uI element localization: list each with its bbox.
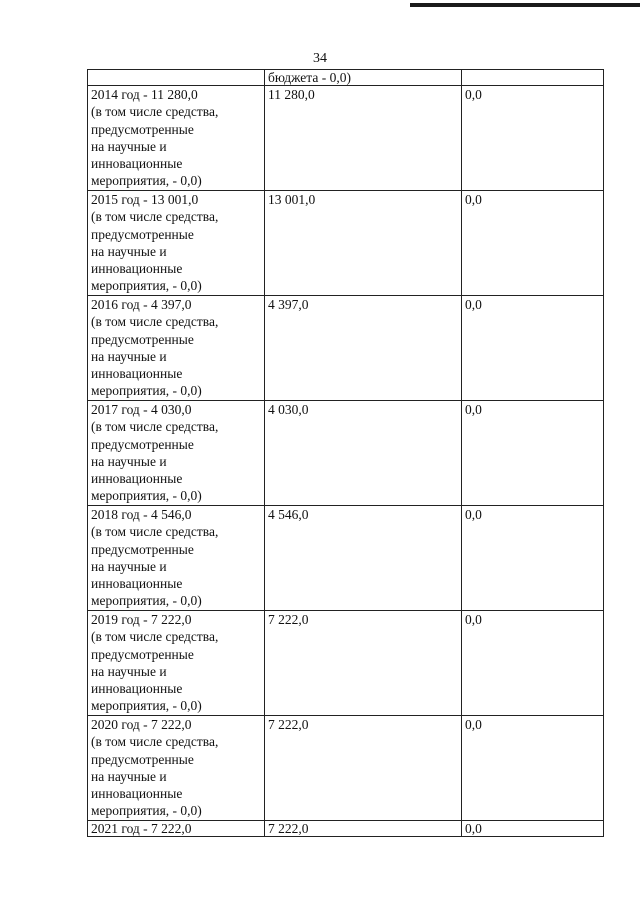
- note-line: (в том числе средства,: [91, 419, 219, 435]
- continuation-row: [88, 70, 604, 86]
- cell-year-description: [88, 611, 265, 716]
- table-row: [88, 296, 604, 401]
- note-line: мероприятия, - 0,0): [91, 803, 202, 819]
- note-line: инновационные: [91, 786, 183, 802]
- note-line: на научные и: [91, 138, 167, 154]
- note-line: мероприятия, - 0,0): [91, 593, 202, 609]
- cell-amount: 4 397,0: [265, 296, 462, 401]
- table-row: [88, 86, 604, 191]
- note-line: предусмотренные: [91, 331, 194, 347]
- cell-year-description: [88, 506, 265, 611]
- cell-continuation-col2: бюджета - 0,0): [265, 70, 462, 86]
- note-line: предусмотренные: [91, 541, 194, 557]
- year-total-line: 2015 год - 13 001,0: [91, 192, 199, 207]
- note-line: инновационные: [91, 681, 183, 697]
- header-rule: [410, 3, 640, 7]
- cell-year-description: [88, 296, 265, 401]
- table-row: [88, 401, 604, 506]
- table-row-last: [88, 821, 604, 837]
- note-line: мероприятия, - 0,0): [91, 383, 202, 399]
- year-total-line: 2020 год - 7 222,0: [91, 717, 192, 732]
- note-line: на научные и: [91, 243, 167, 259]
- note-line: на научные и: [91, 453, 167, 469]
- cell-year-description: 2021 год - 7 222,0: [88, 821, 265, 837]
- cell-amount: 7 222,0: [265, 611, 462, 716]
- note-line: предусмотренные: [91, 436, 194, 452]
- note-line: мероприятия, - 0,0): [91, 698, 202, 714]
- table-row: [88, 611, 604, 716]
- cell-continuation-col1: [88, 70, 265, 86]
- note-line: инновационные: [91, 261, 183, 277]
- note-line: (в том числе средства,: [91, 524, 219, 540]
- note-line: предусмотренные: [91, 646, 194, 662]
- cell-other-amount: 0,0: [462, 191, 604, 296]
- year-total-line: 2019 год - 7 222,0: [91, 612, 192, 627]
- cell-amount: 4 546,0: [265, 506, 462, 611]
- year-total-line: 2017 год - 4 030,0: [91, 402, 192, 417]
- year-total-line: 2014 год - 11 280,0: [91, 87, 198, 102]
- cell-amount: 7 222,0: [265, 821, 462, 837]
- cell-other-amount: 0,0: [462, 506, 604, 611]
- note-line: мероприятия, - 0,0): [91, 173, 202, 189]
- note-line: инновационные: [91, 156, 183, 172]
- note-line: (в том числе средства,: [91, 209, 219, 225]
- cell-year-description: [88, 716, 265, 821]
- note-line: предусмотренные: [91, 226, 194, 242]
- cell-year-description: [88, 401, 265, 506]
- note-line: на научные и: [91, 663, 167, 679]
- cell-amount: 4 030,0: [265, 401, 462, 506]
- note-line: на научные и: [91, 558, 167, 574]
- cell-other-amount: 0,0: [462, 86, 604, 191]
- year-total-line: 2016 год - 4 397,0: [91, 297, 192, 312]
- cell-amount: 13 001,0: [265, 191, 462, 296]
- table-row: [88, 506, 604, 611]
- cell-year-description: [88, 191, 265, 296]
- cell-other-amount: 0,0: [462, 611, 604, 716]
- note-line: предусмотренные: [91, 121, 194, 137]
- note-line: предусмотренные: [91, 751, 194, 767]
- note-line: (в том числе средства,: [91, 629, 219, 645]
- page-number: 34: [313, 51, 327, 66]
- table-row: [88, 191, 604, 296]
- cell-amount: 7 222,0: [265, 716, 462, 821]
- note-line: (в том числе средства,: [91, 104, 219, 120]
- note-line: (в том числе средства,: [91, 734, 219, 750]
- note-line: (в том числе средства,: [91, 314, 219, 330]
- funding-table: [87, 69, 604, 837]
- note-line: мероприятия, - 0,0): [91, 488, 202, 504]
- note-line: мероприятия, - 0,0): [91, 278, 202, 294]
- year-total-line: 2018 год - 4 546,0: [91, 507, 192, 522]
- note-line: на научные и: [91, 348, 167, 364]
- cell-other-amount: 0,0: [462, 401, 604, 506]
- note-line: на научные и: [91, 768, 167, 784]
- cell-continuation-col3: [462, 70, 604, 86]
- note-line: инновационные: [91, 576, 183, 592]
- note-line: инновационные: [91, 471, 183, 487]
- cell-other-amount: 0,0: [462, 716, 604, 821]
- cell-amount: 11 280,0: [265, 86, 462, 191]
- note-line: инновационные: [91, 366, 183, 382]
- cell-year-description: [88, 86, 265, 191]
- cell-other-amount: 0,0: [462, 821, 604, 837]
- table-row: [88, 716, 604, 821]
- cell-other-amount: 0,0: [462, 296, 604, 401]
